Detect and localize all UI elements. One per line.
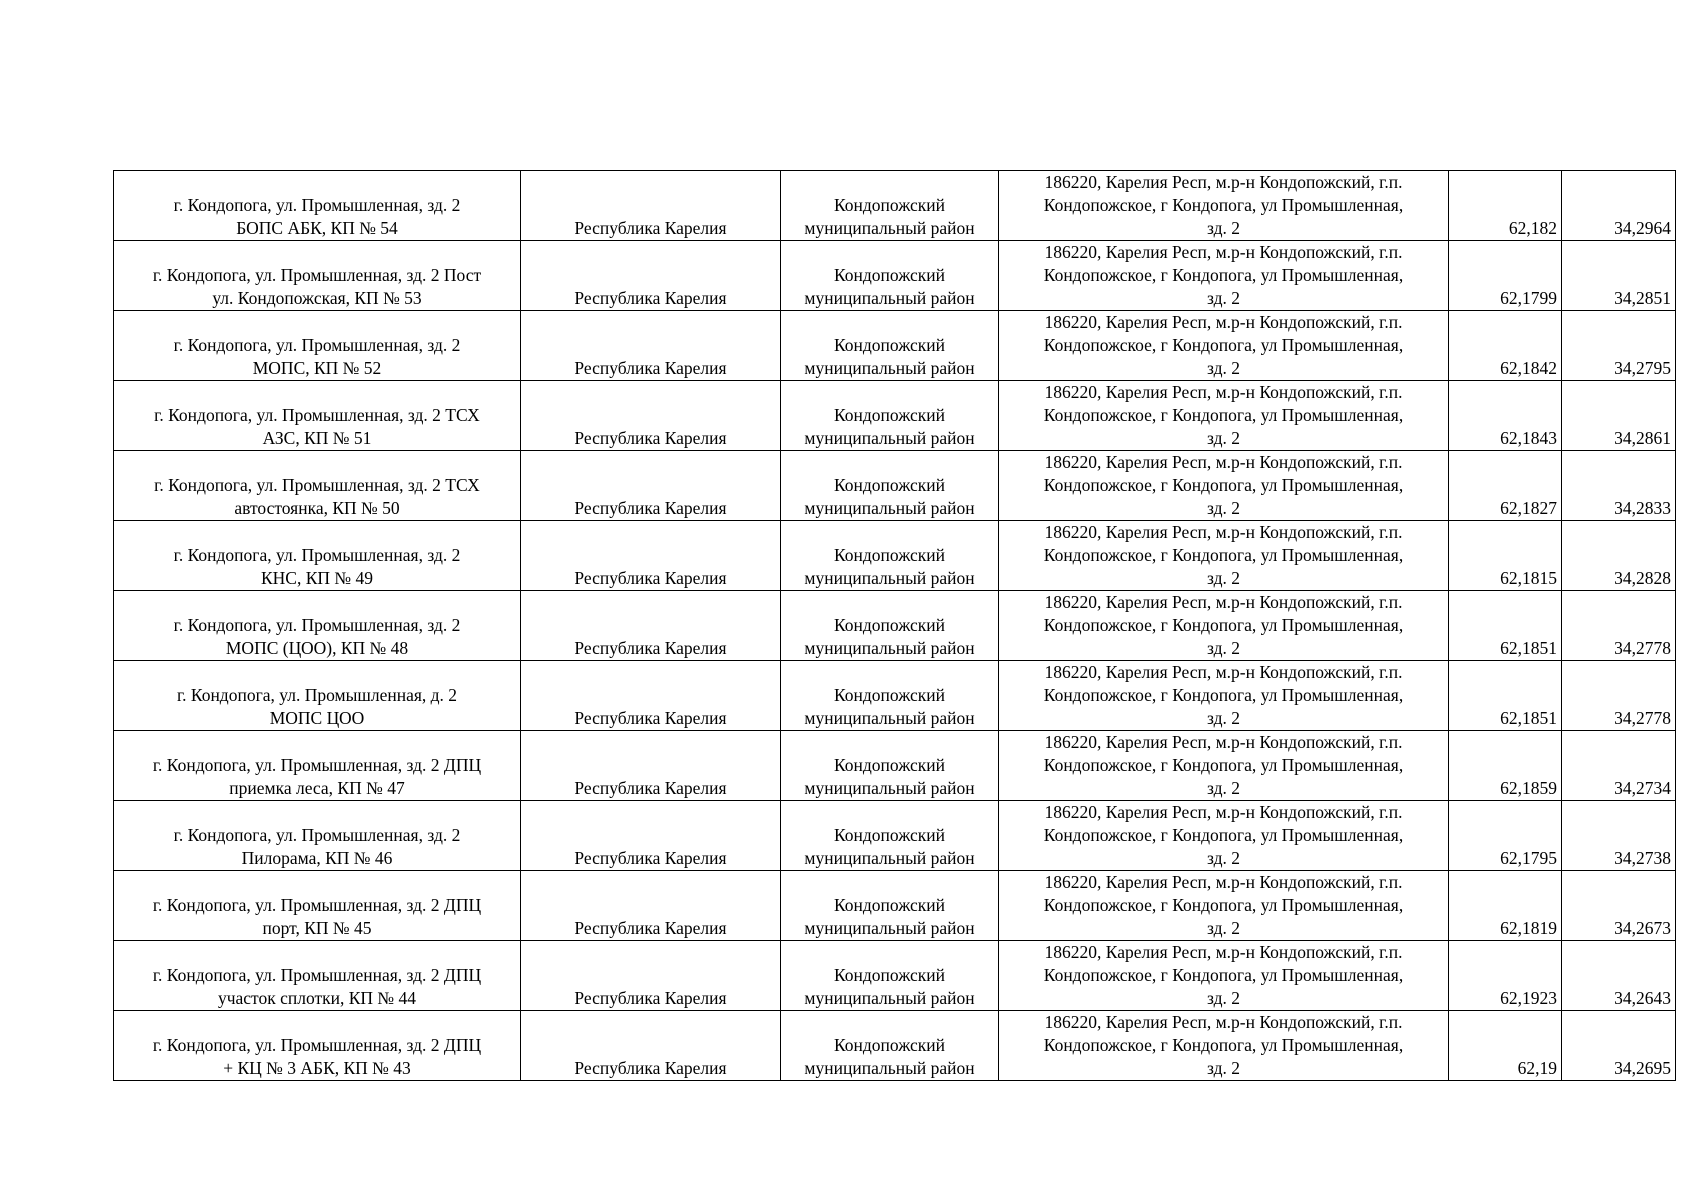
table-row [114, 241, 1676, 311]
municipality-line-2: муниципальный район [804, 708, 975, 728]
longitude-cell [1562, 801, 1676, 871]
longitude-cell [1562, 1011, 1676, 1081]
full-address-line-1: 186220, Карелия Респ, м.р-н Кондопожский, г.п. [1044, 452, 1403, 472]
municipality-line-2: муниципальный район [804, 568, 975, 588]
municipality-line-2: муниципальный район [804, 358, 975, 378]
address-line-1: г. Кондопога, ул. Промышленная, зд. 2 ДПЦ [152, 965, 482, 985]
address-cell [114, 521, 521, 591]
region-text: Республика Карелия [574, 848, 727, 868]
latitude-cell [1449, 381, 1562, 451]
full-address-line-1: 186220, Карелия Респ, м.р-н Кондопожский, г.п. [1044, 662, 1403, 682]
full-address-line-1: 186220, Карелия Респ, м.р-н Кондопожский, г.п. [1044, 382, 1403, 402]
latitude-value: 62,1795 [1500, 848, 1557, 868]
region-cell [521, 241, 781, 311]
municipality-cell [781, 801, 999, 871]
region-cell [521, 311, 781, 381]
address-line-2: + КЦ № 3 АБК, КП № 43 [223, 1058, 411, 1078]
address-line-2: МОПС ЦОО [269, 708, 365, 728]
municipality-line-2: муниципальный район [804, 988, 975, 1008]
municipality-cell [781, 451, 999, 521]
full-address-line-2: Кондопожское, г Кондопога, ул Промышленная, [1043, 335, 1404, 355]
municipality-line-2: муниципальный район [804, 638, 975, 658]
full-address-cell [999, 661, 1449, 731]
longitude-value: 34,2964 [1614, 218, 1671, 238]
region-text: Республика Карелия [574, 918, 727, 938]
address-line-2: Пилорама, КП № 46 [241, 848, 393, 868]
address-line-2: автостоянка, КП № 50 [234, 498, 400, 518]
region-cell [521, 171, 781, 241]
municipality-line-2: муниципальный район [804, 778, 975, 798]
municipality-cell [781, 521, 999, 591]
region-text: Республика Карелия [574, 1058, 727, 1078]
address-cell [114, 311, 521, 381]
longitude-value: 34,2861 [1614, 428, 1671, 448]
address-line-2: КНС, КП № 49 [261, 568, 373, 588]
address-line-1: г. Кондопога, ул. Промышленная, зд. 2 ТСХ [154, 475, 480, 495]
latitude-cell [1449, 661, 1562, 731]
municipality-cell [781, 1011, 999, 1081]
full-address-line-3: зд. 2 [1206, 568, 1240, 588]
full-address-cell [999, 941, 1449, 1011]
region-text: Республика Карелия [574, 568, 727, 588]
address-line-2: МОПС, КП № 52 [252, 358, 382, 378]
municipality-cell [781, 871, 999, 941]
table-row [114, 801, 1676, 871]
full-address-line-1: 186220, Карелия Респ, м.р-н Кондопожский, г.п. [1044, 522, 1403, 542]
longitude-value: 34,2828 [1614, 568, 1671, 588]
region-cell [521, 871, 781, 941]
longitude-cell [1562, 311, 1676, 381]
region-text: Республика Карелия [574, 358, 727, 378]
full-address-cell [999, 241, 1449, 311]
table-row [114, 591, 1676, 661]
longitude-value: 34,2695 [1614, 1058, 1671, 1078]
longitude-cell [1562, 241, 1676, 311]
address-line-2: БОПС АБК, КП № 54 [236, 218, 398, 238]
longitude-cell [1562, 381, 1676, 451]
table-row [114, 1011, 1676, 1081]
address-cell [114, 941, 521, 1011]
full-address-line-3: зд. 2 [1206, 288, 1240, 308]
region-cell [521, 731, 781, 801]
full-address-line-1: 186220, Карелия Респ, м.р-н Кондопожский, г.п. [1044, 592, 1403, 612]
latitude-cell [1449, 871, 1562, 941]
full-address-cell [999, 801, 1449, 871]
municipality-line-1: Кондопожский [833, 195, 946, 215]
municipality-line-1: Кондопожский [833, 615, 946, 635]
table-row [114, 871, 1676, 941]
full-address-line-1: 186220, Карелия Респ, м.р-н Кондопожский, г.п. [1044, 242, 1403, 262]
address-cell [114, 661, 521, 731]
latitude-cell [1449, 241, 1562, 311]
region-cell [521, 381, 781, 451]
full-address-line-3: зд. 2 [1206, 918, 1240, 938]
full-address-line-1: 186220, Карелия Респ, м.р-н Кондопожский, г.п. [1044, 942, 1403, 962]
full-address-cell [999, 1011, 1449, 1081]
full-address-line-2: Кондопожское, г Кондопога, ул Промышленная, [1043, 895, 1404, 915]
municipality-line-1: Кондопожский [833, 475, 946, 495]
municipality-line-1: Кондопожский [833, 965, 946, 985]
municipality-line-1: Кондопожский [833, 265, 946, 285]
full-address-line-2: Кондопожское, г Кондопога, ул Промышленная, [1043, 545, 1404, 565]
full-address-line-2: Кондопожское, г Кондопога, ул Промышленная, [1043, 475, 1404, 495]
municipality-line-2: муниципальный район [804, 218, 975, 238]
table-row [114, 171, 1676, 241]
address-cell [114, 451, 521, 521]
latitude-value: 62,1799 [1500, 288, 1557, 308]
municipality-line-1: Кондопожский [833, 405, 946, 425]
address-line-1: г. Кондопога, ул. Промышленная, зд. 2 Пост [152, 265, 482, 285]
address-line-1: г. Кондопога, ул. Промышленная, зд. 2 ДПЦ [152, 895, 482, 915]
longitude-value: 34,2778 [1614, 708, 1671, 728]
municipality-line-1: Кондопожский [833, 685, 946, 705]
region-cell [521, 941, 781, 1011]
latitude-cell [1449, 451, 1562, 521]
longitude-value: 34,2673 [1614, 918, 1671, 938]
region-text: Республика Карелия [574, 638, 727, 658]
full-address-line-2: Кондопожское, г Кондопога, ул Промышленная, [1043, 615, 1404, 635]
longitude-cell [1562, 171, 1676, 241]
full-address-line-2: Кондопожское, г Кондопога, ул Промышленная, [1043, 825, 1404, 845]
address-line-2: порт, КП № 45 [262, 918, 372, 938]
longitude-cell [1562, 521, 1676, 591]
address-line-2: участок сплотки, КП № 44 [217, 988, 417, 1008]
full-address-line-2: Кондопожское, г Кондопога, ул Промышленная, [1043, 265, 1404, 285]
full-address-line-3: зд. 2 [1206, 778, 1240, 798]
municipality-line-2: муниципальный район [804, 918, 975, 938]
full-address-line-3: зд. 2 [1206, 848, 1240, 868]
full-address-line-3: зд. 2 [1206, 638, 1240, 658]
full-address-cell [999, 381, 1449, 451]
longitude-cell [1562, 661, 1676, 731]
full-address-cell [999, 171, 1449, 241]
municipality-line-2: муниципальный район [804, 1058, 975, 1078]
address-line-1: г. Кондопога, ул. Промышленная, зд. 2 [173, 825, 461, 845]
region-text: Республика Карелия [574, 288, 727, 308]
full-address-line-3: зд. 2 [1206, 988, 1240, 1008]
full-address-line-1: 186220, Карелия Респ, м.р-н Кондопожский, г.п. [1044, 1012, 1403, 1032]
latitude-value: 62,1851 [1500, 638, 1557, 658]
longitude-value: 34,2643 [1614, 988, 1671, 1008]
municipality-line-1: Кондопожский [833, 755, 946, 775]
municipality-cell [781, 661, 999, 731]
municipality-line-1: Кондопожский [833, 335, 946, 355]
address-cell [114, 381, 521, 451]
full-address-line-3: зд. 2 [1206, 1058, 1240, 1078]
address-cell [114, 801, 521, 871]
municipality-cell [781, 381, 999, 451]
full-address-cell [999, 451, 1449, 521]
municipality-cell [781, 731, 999, 801]
table-row [114, 451, 1676, 521]
latitude-cell [1449, 521, 1562, 591]
municipality-line-2: муниципальный район [804, 428, 975, 448]
latitude-cell [1449, 801, 1562, 871]
full-address-cell [999, 871, 1449, 941]
longitude-value: 34,2795 [1614, 358, 1671, 378]
region-text: Республика Карелия [574, 218, 727, 238]
municipality-line-1: Кондопожский [833, 1035, 946, 1055]
full-address-cell [999, 731, 1449, 801]
address-cell [114, 731, 521, 801]
latitude-value: 62,1843 [1500, 428, 1557, 448]
full-address-line-1: 186220, Карелия Респ, м.р-н Кондопожский, г.п. [1044, 312, 1403, 332]
municipality-cell [781, 941, 999, 1011]
latitude-value: 62,1815 [1500, 568, 1557, 588]
table-row [114, 381, 1676, 451]
municipality-line-1: Кондопожский [833, 895, 946, 915]
latitude-value: 62,1819 [1500, 918, 1557, 938]
address-cell [114, 591, 521, 661]
address-cell [114, 171, 521, 241]
municipality-line-2: муниципальный район [804, 848, 975, 868]
full-address-line-2: Кондопожское, г Кондопога, ул Промышленная, [1043, 965, 1404, 985]
region-cell [521, 591, 781, 661]
full-address-line-2: Кондопожское, г Кондопога, ул Промышленная, [1043, 685, 1404, 705]
table-row [114, 661, 1676, 731]
municipality-cell [781, 171, 999, 241]
address-line-2: приемка леса, КП № 47 [229, 778, 405, 798]
longitude-value: 34,2738 [1614, 848, 1671, 868]
municipality-line-2: муниципальный район [804, 498, 975, 518]
table-row [114, 521, 1676, 591]
municipality-cell [781, 591, 999, 661]
address-cell [114, 1011, 521, 1081]
full-address-line-2: Кондопожское, г Кондопога, ул Промышленная, [1043, 405, 1404, 425]
region-cell [521, 451, 781, 521]
address-line-2: АЗС, КП № 51 [262, 428, 372, 448]
latitude-cell [1449, 731, 1562, 801]
latitude-value: 62,182 [1508, 218, 1557, 238]
full-address-cell [999, 591, 1449, 661]
address-line-1: г. Кондопога, ул. Промышленная, зд. 2 [173, 335, 461, 355]
latitude-cell [1449, 941, 1562, 1011]
address-line-2: ул. Кондопожская, КП № 53 [212, 288, 422, 308]
address-line-1: г. Кондопога, ул. Промышленная, д. 2 [176, 685, 458, 705]
full-address-line-3: зд. 2 [1206, 428, 1240, 448]
longitude-value: 34,2778 [1614, 638, 1671, 658]
address-line-1: г. Кондопога, ул. Промышленная, зд. 2 ДПЦ [152, 1035, 482, 1055]
municipality-line-1: Кондопожский [833, 545, 946, 565]
longitude-value: 34,2851 [1614, 288, 1671, 308]
municipality-line-1: Кондопожский [833, 825, 946, 845]
latitude-value: 62,1842 [1500, 358, 1557, 378]
address-line-1: г. Кондопога, ул. Промышленная, зд. 2 [173, 615, 461, 635]
full-address-line-3: зд. 2 [1206, 218, 1240, 238]
full-address-line-2: Кондопожское, г Кондопога, ул Промышленная, [1043, 755, 1404, 775]
table-row [114, 731, 1676, 801]
region-cell [521, 801, 781, 871]
full-address-line-3: зд. 2 [1206, 708, 1240, 728]
longitude-cell [1562, 871, 1676, 941]
longitude-value: 34,2833 [1614, 498, 1671, 518]
region-text: Республика Карелия [574, 498, 727, 518]
full-address-line-3: зд. 2 [1206, 358, 1240, 378]
address-line-1: г. Кондопога, ул. Промышленная, зд. 2 ТСХ [154, 405, 480, 425]
table-body [114, 171, 1676, 1081]
latitude-cell [1449, 1011, 1562, 1081]
region-text: Республика Карелия [574, 708, 727, 728]
full-address-line-3: зд. 2 [1206, 498, 1240, 518]
region-cell [521, 661, 781, 731]
latitude-cell [1449, 311, 1562, 381]
municipality-cell [781, 311, 999, 381]
region-text: Республика Карелия [574, 428, 727, 448]
control-points-table [113, 170, 1676, 1081]
municipality-line-2: муниципальный район [804, 288, 975, 308]
municipality-cell [781, 241, 999, 311]
longitude-cell [1562, 941, 1676, 1011]
region-text: Республика Карелия [574, 778, 727, 798]
latitude-value: 62,1923 [1500, 988, 1557, 1008]
table-row [114, 311, 1676, 381]
latitude-cell [1449, 591, 1562, 661]
full-address-line-1: 186220, Карелия Респ, м.р-н Кондопожский, г.п. [1044, 802, 1403, 822]
address-cell [114, 871, 521, 941]
full-address-cell [999, 311, 1449, 381]
region-cell [521, 1011, 781, 1081]
longitude-cell [1562, 591, 1676, 661]
longitude-cell [1562, 451, 1676, 521]
region-text: Республика Карелия [574, 988, 727, 1008]
full-address-line-1: 186220, Карелия Респ, м.р-н Кондопожский, г.п. [1044, 172, 1403, 192]
address-cell [114, 241, 521, 311]
full-address-line-1: 186220, Карелия Респ, м.р-н Кондопожский, г.п. [1044, 732, 1403, 752]
longitude-cell [1562, 731, 1676, 801]
longitude-value: 34,2734 [1614, 778, 1671, 798]
full-address-line-2: Кондопожское, г Кондопога, ул Промышленная, [1043, 195, 1404, 215]
address-line-1: г. Кондопога, ул. Промышленная, зд. 2 [173, 545, 461, 565]
latitude-value: 62,1859 [1500, 778, 1557, 798]
latitude-value: 62,1851 [1500, 708, 1557, 728]
address-line-2: МОПС (ЦОО), КП № 48 [225, 638, 409, 658]
full-address-line-2: Кондопожское, г Кондопога, ул Промышленная, [1043, 1035, 1404, 1055]
latitude-cell [1449, 171, 1562, 241]
full-address-line-1: 186220, Карелия Респ, м.р-н Кондопожский, г.п. [1044, 872, 1403, 892]
table-row [114, 941, 1676, 1011]
address-line-1: г. Кондопога, ул. Промышленная, зд. 2 ДПЦ [152, 755, 482, 775]
latitude-value: 62,1827 [1500, 498, 1557, 518]
address-line-1: г. Кондопога, ул. Промышленная, зд. 2 [173, 195, 461, 215]
full-address-cell [999, 521, 1449, 591]
latitude-value: 62,19 [1517, 1058, 1557, 1078]
region-cell [521, 521, 781, 591]
